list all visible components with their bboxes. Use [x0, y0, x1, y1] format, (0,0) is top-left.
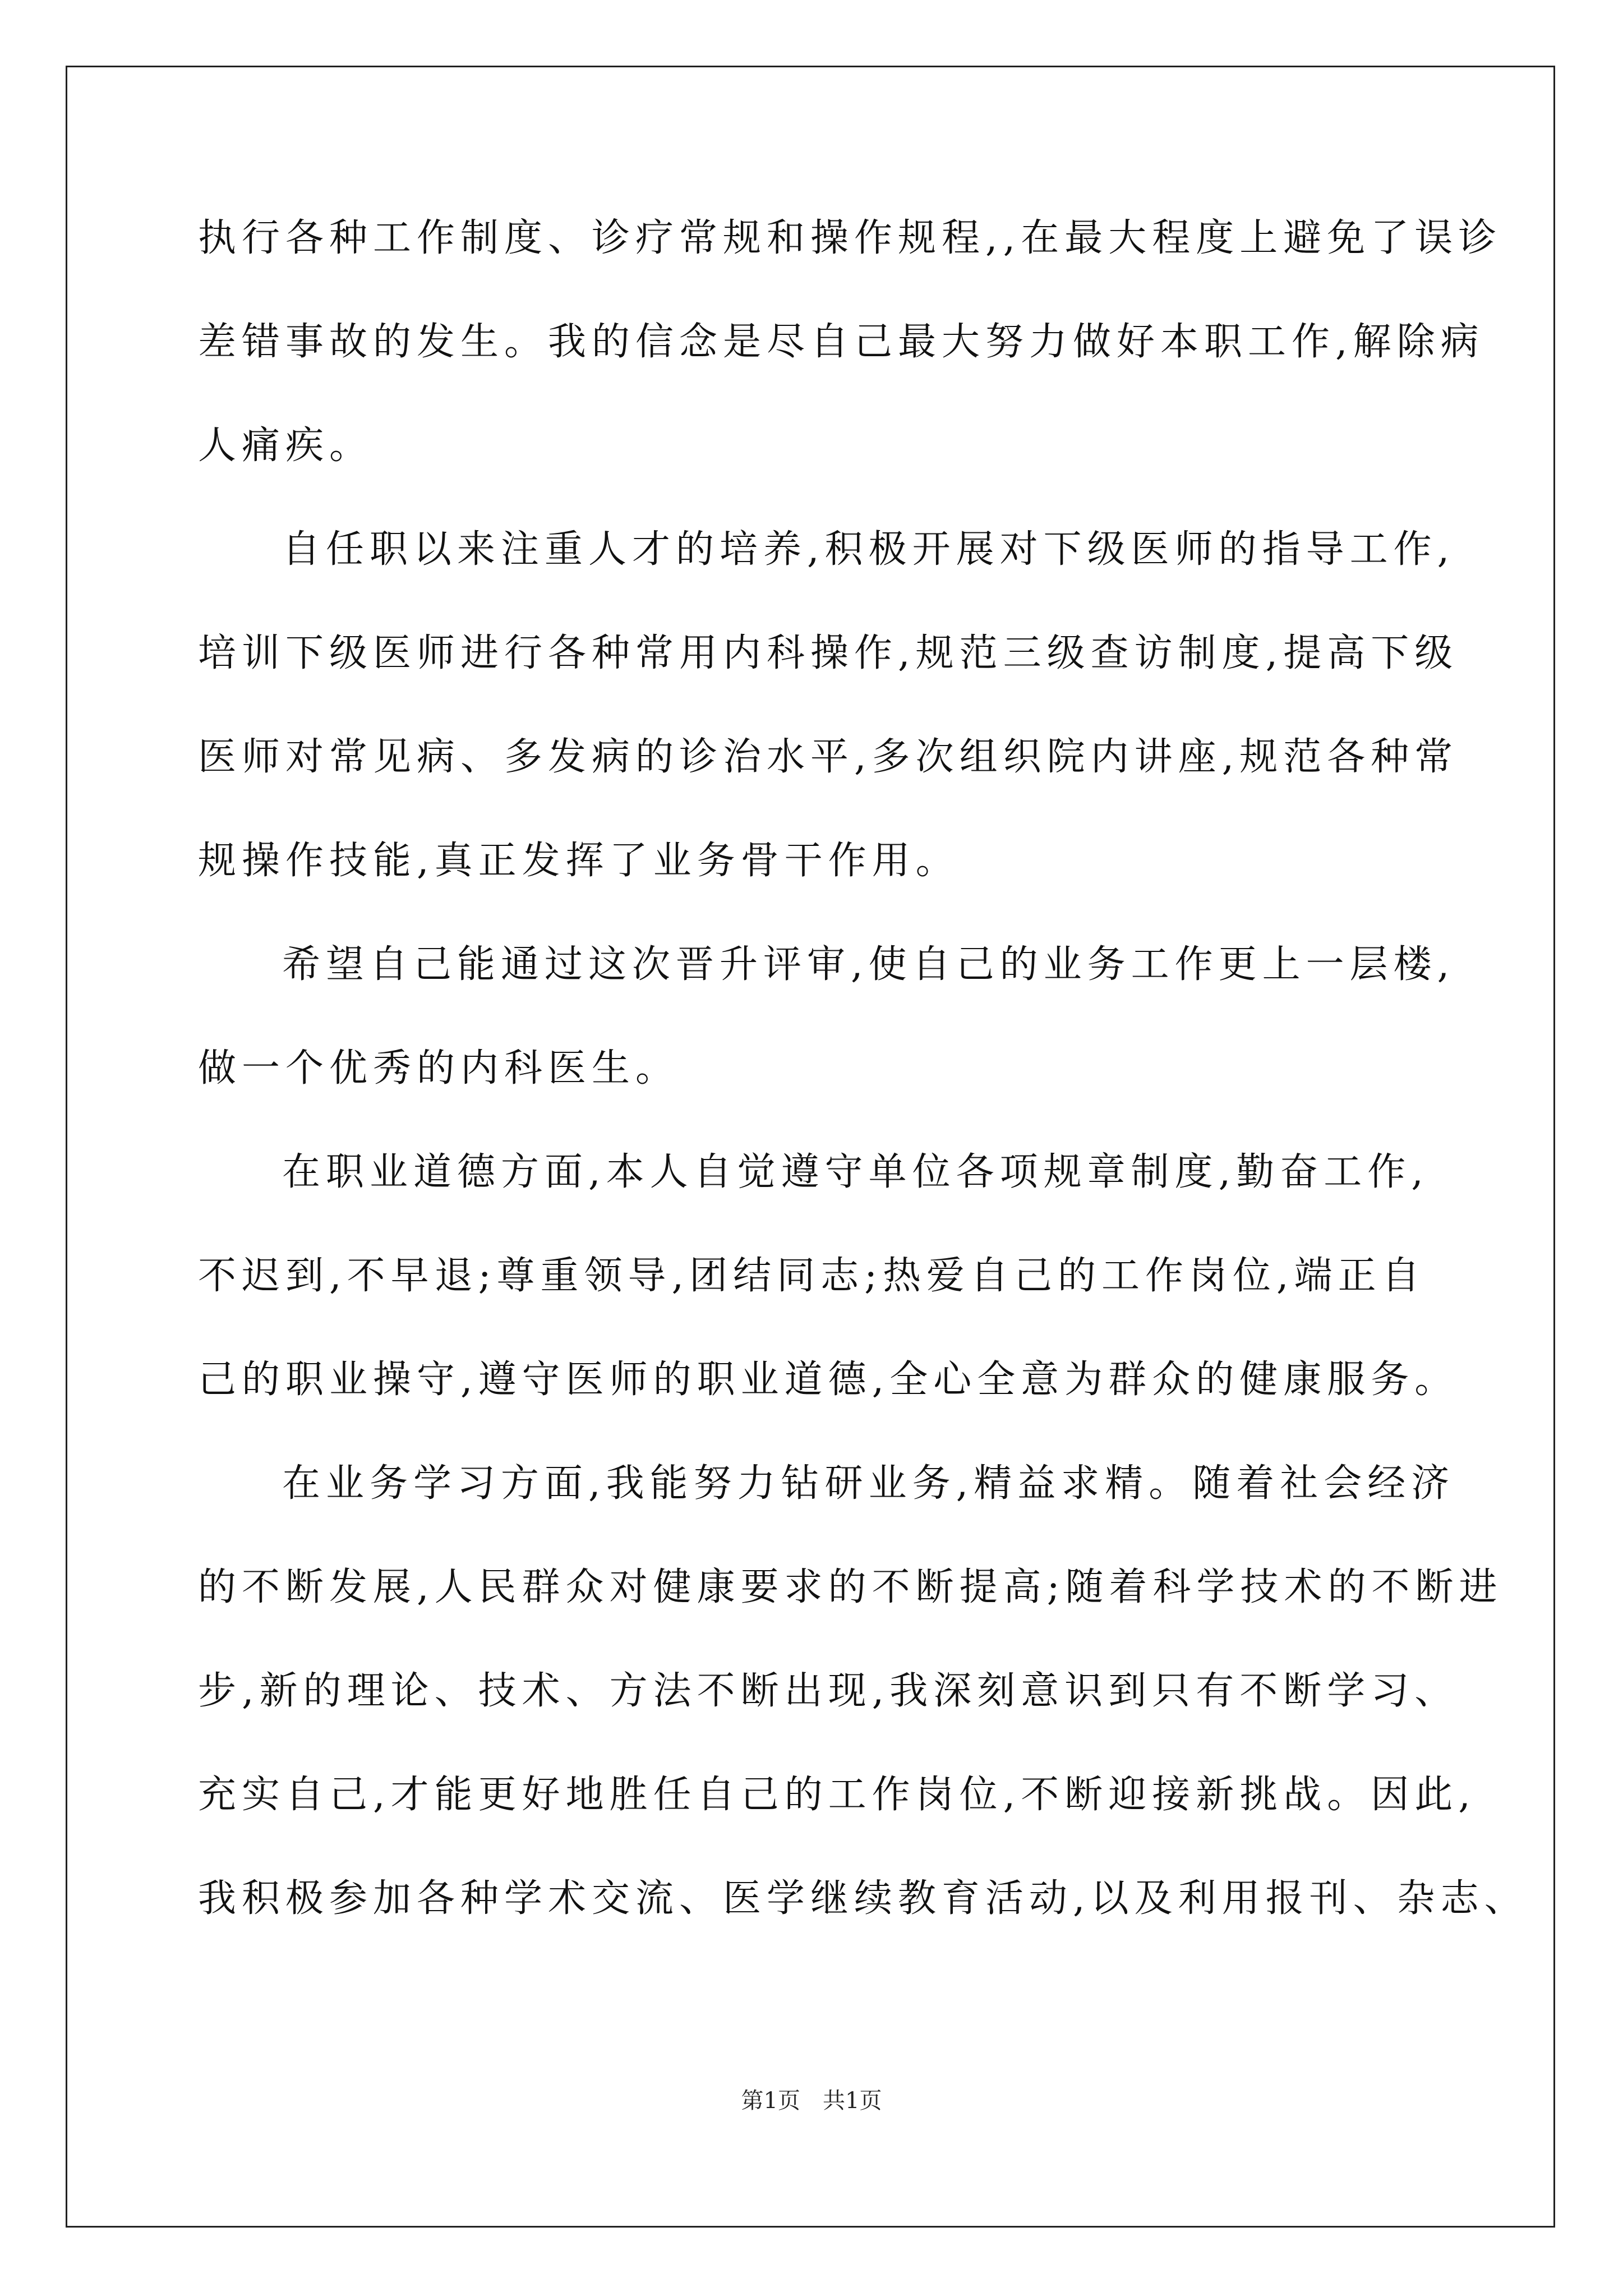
- text-line: 步,新的理论、技术、方法不断出现,我深刻意识到只有不断学习、: [198, 1669, 1459, 1713]
- paragraph-start-line: 在业务学习方面,我能努力钻研业务,精益求精。随着社会经济: [282, 1461, 1455, 1506]
- text-line: 做一个优秀的内科医生。: [198, 1046, 680, 1091]
- page-total: 共1页: [823, 2088, 882, 2114]
- page-number: 第1页: [741, 2088, 800, 2114]
- text-line: 我积极参加各种学术交流、医学继续教育活动,以及利用报刊、杂志、: [198, 1876, 1528, 1921]
- text-line: 的不断发展,人民群众对健康要求的不断提高;随着科学技术的不断进: [198, 1565, 1503, 1609]
- text-line: 执行各种工作制度、诊疗常规和操作规程,,在最大程度上避免了误诊: [198, 216, 1502, 260]
- page-footer: [0, 2087, 1623, 2115]
- text-line: 规操作技能,真正发挥了业务骨干作用。: [198, 839, 960, 883]
- paragraph-start-line: 自任职以来注重人才的培养,积极开展对下级医师的指导工作,: [282, 527, 1455, 572]
- text-line: 己的职业操守,遵守医师的职业道德,全心全意为群众的健康服务。: [198, 1358, 1459, 1402]
- text-line: 培训下级医师进行各种常用内科操作,规范三级查访制度,提高下级: [198, 631, 1459, 675]
- text-line: 不迟到,不早退;尊重领导,团结同志;热爱自己的工作岗位,端正自: [198, 1254, 1426, 1298]
- text-line: 人痛疾。: [198, 424, 374, 468]
- text-line: 医师对常见病、多发病的诊治水平,多次组织院内讲座,规范各种常: [198, 735, 1459, 779]
- text-line: 充实自己,才能更好地胜任自己的工作岗位,不断迎接新挑战。因此,: [198, 1773, 1476, 1817]
- text-line: 差错事故的发生。我的信念是尽自己最大努力做好本职工作,解除病: [198, 320, 1484, 364]
- paragraph-start-line: 在职业道德方面,本人自觉遵守单位各项规章制度,勤奋工作,: [282, 1150, 1429, 1194]
- paragraph-start-line: 希望自己能通过这次晋升评审,使自己的业务工作更上一层楼,: [282, 942, 1455, 987]
